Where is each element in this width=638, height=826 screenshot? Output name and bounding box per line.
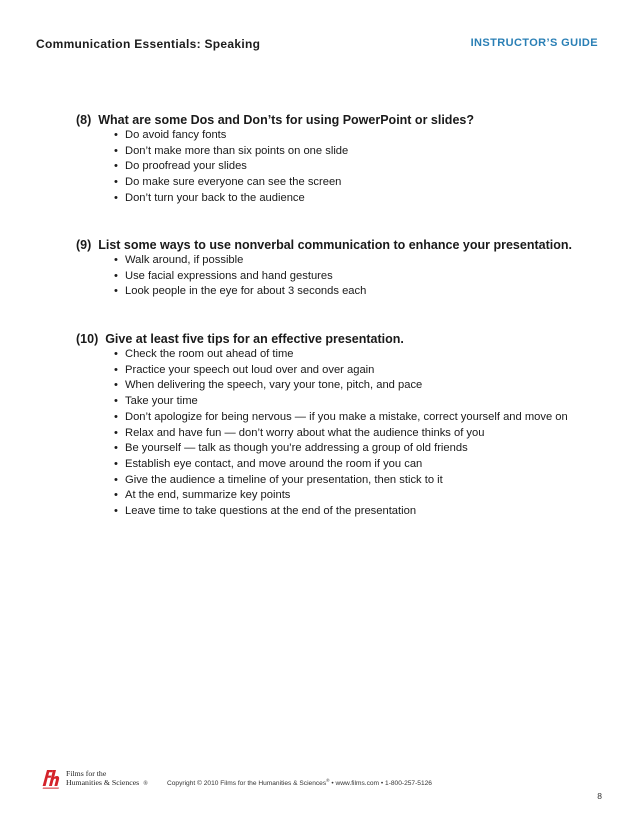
publisher-name-line2: Humanities & Sciences (66, 777, 140, 787)
answer-text: Don’t turn your back to the audience (125, 191, 305, 204)
answer-text: Take your time (125, 395, 198, 408)
answer-text: Don’t make more than six points on one slide (125, 144, 349, 157)
question-number: (10) (76, 332, 99, 346)
answer-text: Be yourself — talk as though you’re addressing a group of old friends (125, 442, 468, 455)
question-9 (76, 237, 578, 300)
bullet-icon: • (114, 473, 118, 486)
list-item (114, 394, 578, 410)
list-item (114, 378, 578, 394)
answer-text: Practice your speech out loud over and over again (125, 363, 375, 376)
list-item (114, 284, 578, 300)
page-number: 8 (597, 791, 602, 801)
bullet-icon: • (114, 254, 118, 266)
answer-text: At the end, summarize key points (125, 489, 291, 502)
instructors-guide-label: INSTRUCTOR’S GUIDE (470, 37, 598, 49)
question-10 (76, 331, 578, 520)
answer-text: Do avoid fancy fonts (125, 129, 227, 141)
answer-text: Check the room out ahead of time (125, 348, 294, 360)
question-text: What are some Dos and Don’ts for using PowerPoint or slides? (98, 113, 474, 127)
copyright-text: Copyright © 2010 Films for the Humanities & Sciences (167, 780, 327, 788)
answer-text: Do proofread your slides (125, 160, 247, 173)
list-item (114, 504, 578, 520)
bullet-icon: • (114, 269, 118, 282)
fh-logo-icon (40, 768, 62, 790)
answer-list (76, 347, 578, 520)
bullet-icon: • (114, 442, 118, 455)
bullet-icon: • (114, 348, 118, 360)
list-item (114, 347, 578, 363)
bullet-icon: • (114, 129, 118, 141)
answer-text: Don’t apologize for being nervous — if you make a mistake, correct yourself and move on (125, 410, 568, 423)
list-item (114, 191, 578, 207)
question-title (76, 331, 578, 347)
list-item (114, 159, 578, 175)
copyright-line (167, 778, 432, 787)
answer-text: Leave time to take questions at the end of the presentation (125, 505, 417, 518)
answer-list (76, 253, 578, 300)
bullet-icon: • (114, 395, 118, 408)
bullet-icon: • (114, 285, 118, 298)
list-item (114, 441, 578, 457)
answer-text: Look people in the eye for about 3 seconds each (125, 285, 367, 298)
list-item (114, 253, 578, 269)
question-8 (76, 112, 578, 207)
answer-text: Establish eye contact, and move around the room if you can (125, 457, 423, 470)
bullet-icon: • (114, 363, 118, 376)
answer-text: Do make sure everyone can see the screen (125, 176, 342, 189)
bullet-icon: • (114, 489, 118, 502)
bullet-icon: • (114, 379, 118, 392)
answer-text: When delivering the speech, vary your tone, pitch, and pace (125, 379, 423, 392)
bullet-icon: • (114, 160, 118, 173)
list-item (114, 144, 578, 160)
publisher-logo (40, 767, 160, 791)
list-item (114, 269, 578, 285)
answer-text: Use facial expressions and hand gestures (125, 269, 333, 282)
question-text: List some ways to use nonverbal communication to enhance your presentation. (98, 238, 572, 252)
list-item (114, 488, 578, 504)
question-number: (8) (76, 113, 92, 127)
list-item (114, 410, 578, 426)
question-number: (9) (76, 238, 92, 252)
document-title: Communication Essentials: Speaking (36, 37, 261, 51)
list-item (114, 363, 578, 379)
page-header (36, 37, 598, 53)
bullet-icon: • (114, 505, 118, 518)
answer-text: Give the audience a timeline of your presentation, then stick to it (125, 473, 443, 486)
list-item (114, 473, 578, 489)
question-title (76, 237, 578, 253)
question-text: Give at least five tips for an effective presentation. (105, 332, 404, 346)
registered-mark: ® (143, 780, 148, 787)
bullet-icon: • (114, 191, 118, 204)
question-title (76, 112, 578, 128)
answer-text: Walk around, if possible (125, 254, 244, 266)
answer-list (76, 128, 578, 207)
bullet-icon: • (114, 426, 118, 439)
list-item (114, 175, 578, 191)
publisher-name (66, 770, 148, 788)
list-item (114, 128, 578, 144)
list-item (114, 457, 578, 473)
publisher-name-line1: Films for the (66, 769, 107, 778)
bullet-icon: • (114, 176, 118, 189)
answer-text: Relax and have fun — don’t worry about what the audience thinks of you (125, 426, 485, 439)
copyright-registered-mark: ® (326, 778, 330, 783)
list-item (114, 426, 578, 442)
bullet-icon: • (114, 144, 118, 157)
bullet-icon: • (114, 410, 118, 423)
contact-info: • www.films.com • 1-800-257-5126 (329, 780, 432, 788)
bullet-icon: • (114, 457, 118, 470)
